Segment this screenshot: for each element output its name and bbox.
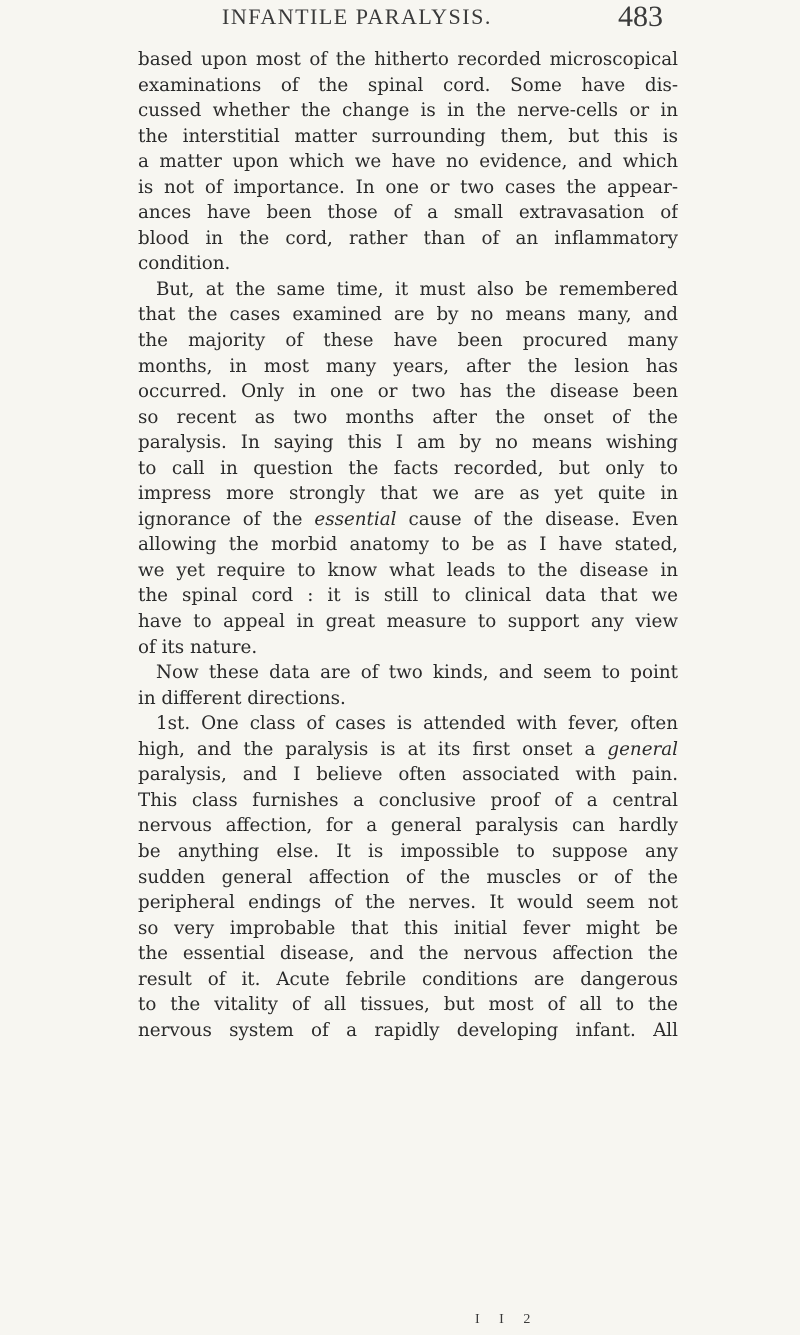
text-line: occurred. Only in one or two has the disease been	[138, 381, 678, 403]
text-line: in different directions.	[138, 687, 346, 709]
text-line: Now these data are of two kinds, and seem to point	[156, 662, 678, 684]
text-line: examinations of the spinal cord. Some have dis-	[138, 74, 678, 96]
text-line: to call in question the facts recorded, but only to	[138, 457, 678, 479]
text-line: peripheral endings of the nerves. It would seem not	[138, 892, 678, 914]
text-line: allowing the morbid anatomy to be as I have stated,	[138, 534, 678, 556]
text-line: so very improbable that this initial fever might be	[138, 917, 678, 939]
text-line: the majority of these have been procured many	[138, 330, 678, 352]
text-line: paralysis, and I believe often associated with pain.	[138, 764, 678, 786]
text-line: we yet require to know what leads to the disease in	[138, 559, 678, 581]
text-line: condition.	[138, 253, 231, 275]
text-line: ignorance of the essential cause of the disease. Even	[138, 508, 678, 530]
text-line: 1st. One class of cases is attended with fever, often	[156, 713, 678, 735]
text-line: nervous system of a rapidly developing infant. All	[138, 1019, 678, 1041]
text-line: nervous affection, for a general paralysis can hardly	[138, 815, 678, 837]
text-line: is not of importance. In one or two cases the appear-	[138, 176, 678, 198]
text-line: to the vitality of all tissues, but most of all to the	[138, 994, 678, 1016]
text-line: impress more strongly that we are as yet quite in	[138, 483, 678, 505]
text-line: ances have been those of a small extravasation of	[138, 202, 678, 224]
page-number: 483	[618, 0, 663, 33]
text-line: the essential disease, and the nervous affection the	[138, 943, 678, 965]
text-line: paralysis. In saying this I am by no means wishing	[138, 432, 678, 454]
text-line: But, at the same time, it must also be remembered	[156, 278, 678, 300]
text-line: cussed whether the change is in the nerve-cells or in	[138, 100, 678, 122]
text-line: a matter upon which we have no evidence, and which	[138, 151, 678, 173]
text-line: be anything else. It is impossible to suppose any	[138, 840, 678, 862]
text-line: of its nature.	[138, 636, 258, 658]
text-line: the spinal cord : it is still to clinical data that we	[138, 585, 678, 607]
signature-mark: I I 2	[475, 1312, 539, 1327]
body-text	[138, 47, 678, 1043]
text-line: the interstitial matter surrounding them, but this is	[138, 125, 678, 147]
text-line: months, in most many years, after the lesion has	[138, 355, 678, 377]
text-line: that the cases examined are by no means many, and	[138, 304, 678, 326]
text-line: blood in the cord, rather than of an inflammatory	[138, 227, 678, 249]
text-line: so recent as two months after the onset of the	[138, 406, 678, 428]
running-head: INFANTILE PARALYSIS.	[222, 4, 492, 29]
text-line: This class furnishes a conclusive proof of a central	[138, 789, 678, 811]
text-line: based upon most of the hitherto recorded microscopical	[138, 49, 678, 70]
text-line: high, and the paralysis is at its first onset a general	[138, 738, 678, 760]
text-line: result of it. Acute febrile conditions are dangerous	[138, 968, 678, 990]
text-line: sudden general affection of the muscles or of the	[138, 866, 678, 888]
text-line: have to appeal in great measure to support any view	[138, 611, 678, 633]
